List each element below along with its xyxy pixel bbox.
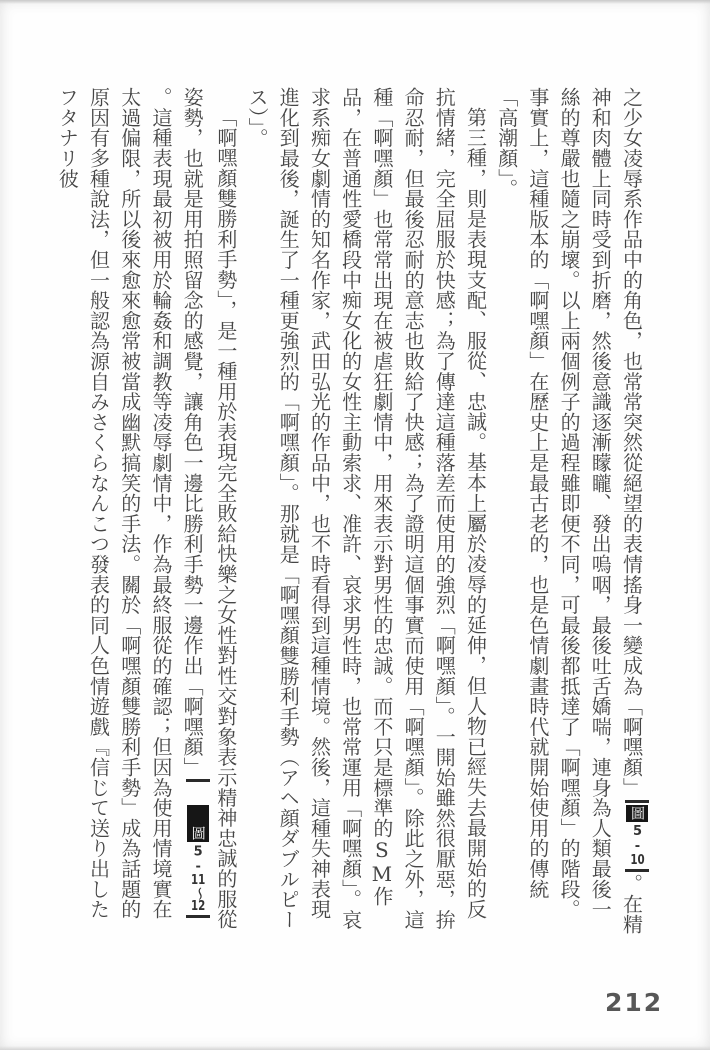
figure-label-icon: 圖 [626, 805, 648, 822]
figure-number-range-tilde: ～ [190, 886, 206, 900]
paragraph-1 [490, 87, 649, 939]
paragraph-2 [241, 87, 491, 939]
figure-ref-5-11-12 [186, 779, 210, 918]
figure-number-part: 5 [190, 843, 206, 859]
scan-edge-top [0, 0, 710, 4]
figure-number-part: 11 [191, 873, 206, 887]
p2-text-after-sm: 作品，在普通性愛橋段中痴女化的女性主動索求、准許、哀求男性時，也常常運用「啊嘿顏」。哀求系痴女劇情的知名作家，武田弘光的作品中，也不時看得到這種情境。然後，這種失神表現進化到最後，誕生了一種更強烈的「啊嘿顏」。那就是「啊嘿顏雙勝利手勢（アヘ顔ダブルピース）」。 [245, 87, 394, 930]
figure-number-separator: - [630, 838, 645, 854]
p2-latin-sm: SM [369, 838, 394, 887]
paragraph-3 [51, 87, 241, 939]
scan-edge-bottom [0, 1046, 710, 1050]
figure-number-part: 12 [191, 899, 206, 913]
p1-text-after-figref: 。在精神和肉體上同時受到折磨，然後意識逐漸矇矓、發出嗚咽，最後吐舌嬌喘，連身為人類最後一絲的尊嚴也隨之崩壞。以上兩個例子的過程雖即便不同，可最後都抵達了「啊嘿顏」的階段。事實上，這種版本的「啊嘿顏」在歷史上是最古老的，也是色情劇畫時代就開始使用的傳統「高潮顏」。 [494, 87, 644, 935]
figure-number-part: 5 [630, 823, 645, 839]
figure-number-part: 10 [630, 853, 645, 867]
figure-number [191, 844, 206, 913]
text-block [55, 87, 649, 939]
page-number: 212 [605, 988, 664, 1017]
p2-text-before-sm: 第三種，則是表現支配、服從、忠誠。基本上屬於凌辱的延伸，但人物已經失去最開始的反抗情緒，完全屈服於快感；為了傳達這種落差而使用的強烈「啊嘿顏」。一開始雖然很厭惡，拚命忍耐，但最後忍耐的意志也敗給了快感；為了證明這個事實而使用「啊嘿顏」。除此之外，這種「啊嘿顏」也常常出現在被虐狂劇情中，用來表示對男性的忠誠。而不只是標準的 [369, 87, 488, 930]
p3-text-after-figref: 。這種表現最初被用於輪姦和調教等凌辱劇情中，作為最終服從的確認；但因為使用情境實在太過偏限，所以後來愈來愈常被當成幽默搞笑的手法。關於「啊嘿顏雙勝利手勢」成為話題的原因有多種說法，但一般認為源自みさくらなんこつ發表的同人色情遊戲『信じて送り出したフタナリ彼 [55, 87, 173, 920]
p3-text-before-figref: 「啊嘿顏雙勝利手勢」，是一種用於表現完全敗給快樂之女性對性交對象表示精神忠誠的服從姿勢，也就是用拍照留念的感覺，讓角色一邊比勝利手勢一邊作出「啊嘿顏」 [180, 87, 238, 930]
figure-number [630, 824, 645, 867]
figure-ref-5-10 [625, 800, 649, 872]
figure-label-icon: 圖 [187, 805, 209, 842]
figure-number-separator: - [190, 858, 206, 874]
p1-text-before-figref: 之少女凌辱系作品中的角色，也常常突然從絕望的表情搖身一變成為「啊嘿顏」 [619, 87, 644, 798]
